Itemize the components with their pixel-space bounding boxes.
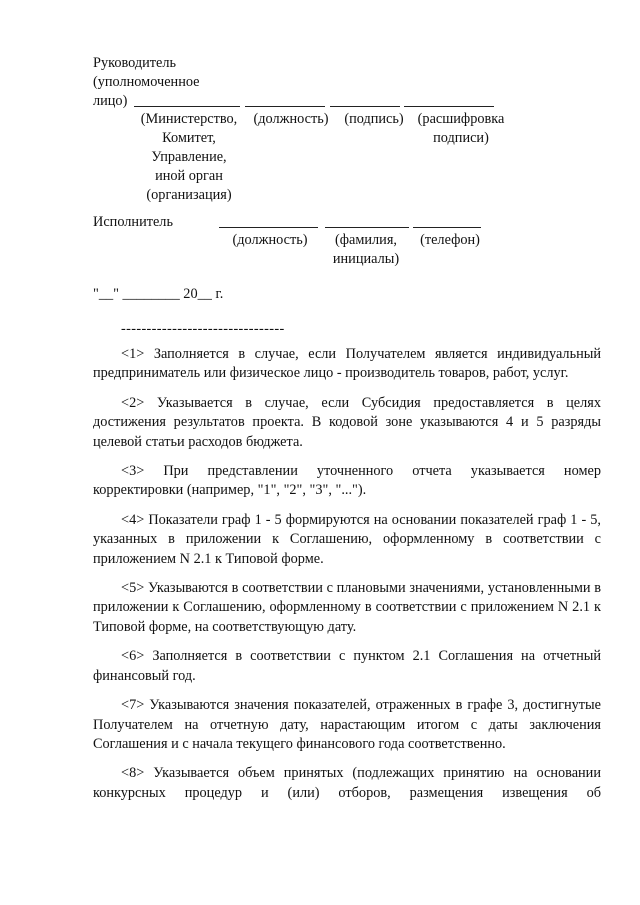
caption-signature: (подпись)	[344, 111, 404, 127]
executor-position-line	[219, 227, 318, 228]
footnote-6: <6> Заполняется в соответствии с пунктом 2.1 Соглашения на отчетный финансовый год.	[93, 648, 601, 684]
executor-phone-line	[413, 227, 481, 228]
caption-decoding-2: подписи)	[433, 130, 489, 146]
head-title-line1: Руководитель	[93, 55, 177, 71]
org-signature-line	[134, 106, 240, 107]
executor-label: Исполнитель	[93, 214, 173, 230]
caption-position: (должность)	[253, 111, 329, 127]
footnotes-separator: --------------------------------	[121, 321, 285, 337]
footnote-2: <2> Указывается в случае, если Субсидия предоставляется в целях достижения результатов проекта. В кодовой зоне указываются 4 и 5 разряды целевой статьи расходов бюджета.	[93, 394, 601, 450]
caption-org-4: иной орган	[155, 168, 223, 184]
footnote-3: <3> При представлении уточненного отчета указывается номер корректировки (например, "1", "2", "3", "...").	[93, 463, 601, 499]
head-title-line3: лицо)	[93, 93, 128, 109]
executor-caption-position: (должность)	[232, 232, 308, 248]
caption-org-3: Управление,	[151, 149, 227, 165]
footnotes	[93, 345, 601, 813]
decoding-signature-line	[404, 106, 494, 107]
executor-caption-phone: (телефон)	[420, 232, 480, 248]
executor-caption-name-2: инициалы)	[332, 251, 400, 267]
position-signature-line	[245, 106, 325, 107]
footnote-1: <1> Заполняется в случае, если Получателем является индивидуальный предприниматель или физическое лицо - производитель товаров, работ, услуг.	[93, 346, 601, 382]
head-title-line2: (уполномоченное	[93, 74, 200, 90]
executor-caption-name-1: (фамилия,	[334, 232, 397, 248]
executor-name-line	[325, 227, 409, 228]
signature-line	[330, 106, 400, 107]
caption-org-2: Комитет,	[162, 130, 216, 146]
date-line: "__" ________ 20__ г.	[93, 286, 224, 302]
footnote-4: <4> Показатели граф 1 - 5 формируются на основании показателей граф 1 - 5, указанных в приложении к Соглашению, оформленному в соответствии с приложением N 2.1 к Типовой форме.	[93, 511, 601, 567]
footnote-7: <7> Указываются значения показателей, отраженных в графе 3, достигнутые Получателем на отчетную дату, нарастающим итогом с даты заключения Соглашения и с начала текущего финансового года соответственно.	[93, 697, 601, 752]
footnote-8: <8> Указывается объем принятых (подлежащих принятию на основании конкурсных процедур и (или) отборов, размещения извещения об	[93, 765, 601, 801]
caption-org-5: (организация)	[146, 187, 232, 203]
caption-decoding-1: (расшифровка	[417, 111, 505, 127]
footnote-5: <5> Указываются в соответствии с плановыми значениями, установленными в приложении к Соглашению, оформленному в соответствии с приложением N 2.1 к Типовой форме, на соответствующую дату.	[93, 580, 601, 635]
caption-org-1: (Министерство,	[140, 111, 238, 127]
